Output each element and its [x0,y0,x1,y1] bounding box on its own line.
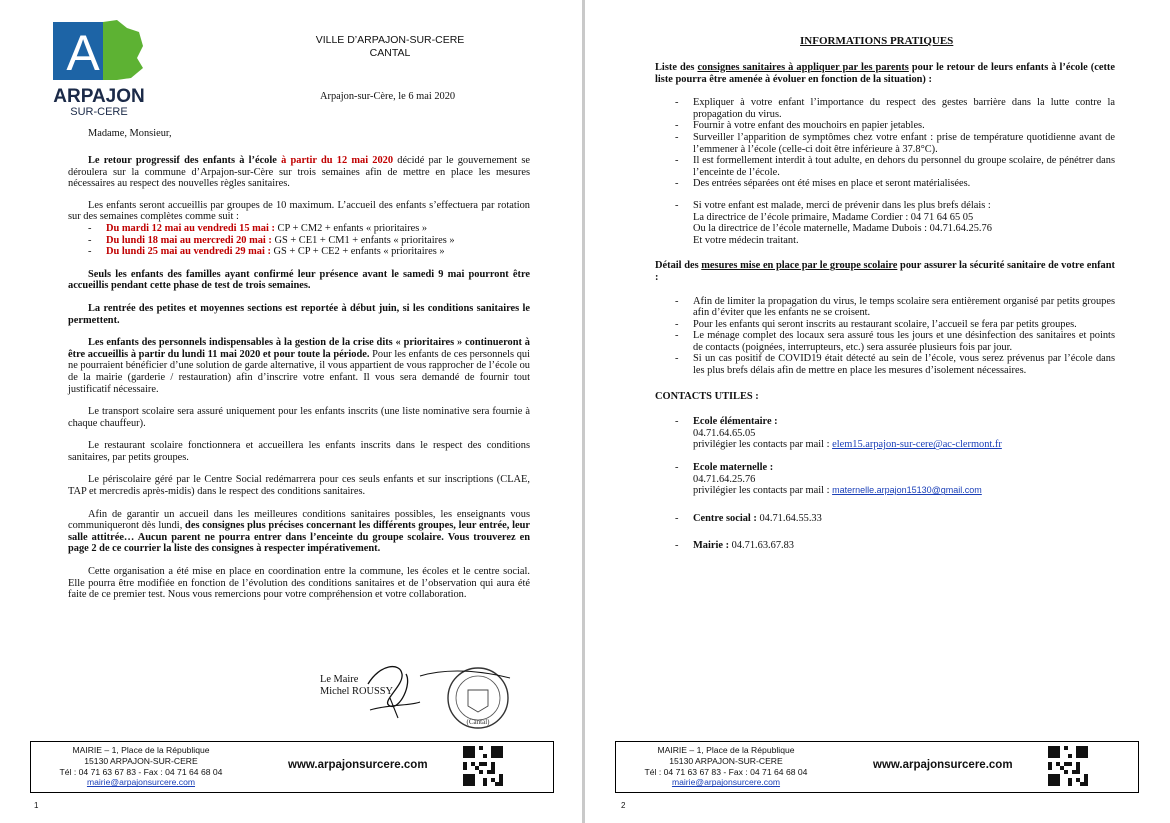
list-item: - Si votre enfant est malade, merci de prévenir dans les plus brefs délais : La directrice de l’école primaire, Madame Cordier : 04 71 64 65 05 Ou la directrice de l’école maternelle, Madame Dubois : 04.71.64.25.76 Et votre médecin traitant. [655,200,1115,246]
salutation: Madame, Monsieur, [88,128,172,139]
page-number: 1 [34,801,39,810]
paragraph-restaurant: Le restaurant scolaire fonctionnera et accueillera les enfants inscrits dans le respect des conditions sanitaires, par petits groupes. [68,440,530,463]
paragraph-sections: La rentrée des petites et moyennes sections est reportée à début juin, si les conditions sanitaires le permettent. [68,302,530,326]
footer-website[interactable]: www.arpajonsurcere.com [873,759,1013,771]
list-item: - Pour les enfants qui seront inscrits au restaurant scolaire, l’accueil se fera par petits groupes. [655,319,1115,331]
list-item: - Fournir à votre enfant des mouchoirs en papier jetables. [655,120,1115,132]
week-item: - Du lundi 18 mai au mercredi 20 mai : GS + CE1 + CM1 + enfants « prioritaires » [68,235,530,247]
list-item: - Afin de limiter la propagation du virus, le temps scolaire sera entièrement organisé par petits groupes afin d’éviter que les enfants ne se croisent. [655,296,1115,319]
town-name: VILLE D’ARPAJON-SUR-CERE [315,34,465,46]
week-item: - Du lundi 25 mai au vendredi 29 mai : GS + CP + CE2 + enfants « prioritaires » [68,246,530,258]
department-name: CANTAL [369,47,411,59]
list-item: - Surveiller l’apparition de symptômes chez votre enfant : prise de température quotidienne avant de l’emmener à l’école (celle-ci doit être inférieure à 37.8°C). [655,132,1115,155]
mayor-name: Michel ROUSSY [320,686,394,697]
footer-box [30,741,554,793]
contact-maternelle: - Ecole maternelle : 04.71.64.25.76 privilégier les contacts par mail : maternelle.arpajon15130@gmail.com [655,462,1115,497]
paragraph-priority: Les enfants des personnels indispensables à la gestion de la crise dits « prioritaires » continueront à être accueillis à partir du lundi 11 mai 2020 et pour toute la période. Pour les enfants de ces personnels qui ne pourraient bénéficier d’une solution de garde alternative, il vous appartient de vous rapprocher de l’école ou de la mairie (garderie / restauration) afin d’inscrire votre enfant. Il vous sera demandé de fournir tout justificatif nécessaire. [68,337,531,395]
week-item: - Du mardi 12 mai au vendredi 15 mai : CP + CM2 + enfants « prioritaires » [68,223,530,235]
paragraph-access: Afin de garantir un accueil dans les meilleures conditions sanitaires possibles, les enseignants vous communiqueront dès lundi, des consignes plus précises concernant les différents groupes, leur entrée, leur salle attitrée… Aucun parent ne pourra entrer dans l’enceinte du groupe scolaire. Vous trouverez en page 2 de ce courrier la liste des consignes à respecter impérativement. [68,508,530,555]
mayor-title: Le Maire [320,674,359,685]
contact-centre-social: - Centre social : 04.71.64.55.33 [655,513,1115,525]
paragraph-closing: Cette organisation a été mise en place en coordination entre la commune, les écoles et le centre social. Elle pourra être modifiée en fonction de l’évolution des conditions sanitaires et de l’observation qui aura été faite de ce premier test. Nous vous remercions pour votre compréhension et votre collaboration. [68,566,530,601]
list-item: - Le ménage complet des locaux sera assuré tous les jours et une désinfection des sanitaires et points de contacts (poignées, interrupteurs, etc.) sera assurée plusieurs fois par jour. [655,330,1115,353]
logo-name: ARPAJON [53,86,145,107]
logo-sub: SUR-CERE [70,106,128,118]
page-number: 2 [621,801,626,810]
sick-child-block [655,200,1115,246]
mesures-list [655,296,1115,377]
letterhead [290,34,490,60]
logo-letter: A [66,25,100,81]
mesures-intro: Détail des mesures mise en place par le groupe scolaire pour assurer la sécurité sanitaire de votre enfant : [655,260,1115,283]
paragraph-periscolaire: Le périscolaire géré par le Centre Social redémarrera pour ces seuls enfants et sur inscriptions (CLAE, TAP et mercredis après-midis) dans le respect des conditions sanitaires. [68,474,530,498]
paragraph-groups: Les enfants seront accueillis par groupes de 10 maximum. L’accueil des enfants s’effectuera par rotation sur des semaines complètes comme suit : [68,199,530,223]
footer-address: MAIRIE – 1, Place de la République 15130 ARPAJON-SUR-CERE Tél : 04 71 63 67 83 - Fax : 04 71 64 68 04 mairie@arpajonsurcere.com [616,745,836,788]
consignes-list [655,97,1115,190]
page-1 [0,0,582,823]
paragraph-return: Le retour progressif des enfants à l’école à partir du 12 mai 2020 décidé par le gouvernement se déroulera sur la commune d’Arpajon-sur-Cère sur trois semaines afin de mettre en place les mesures nécessaires au respect des nouvelles règles sanitaires. [68,155,530,190]
footer-email-link[interactable]: mairie@arpajonsurcere.com [86,777,196,788]
page-2 [585,0,1170,823]
list-item: - Expliquer à votre enfant l’importance du respect des gestes barrière dans la lutte contre la propagation du virus. [655,97,1115,120]
list-item: - Il est formellement interdit à tout adulte, en dehors du personnel du groupe scolaire, de pénétrer dans l’enceinte de l’école. [655,155,1115,178]
qr-code [1048,746,1088,786]
mayor-signature [360,654,520,734]
start-date: à partir du 12 mai 2020 [281,155,394,166]
list-item: - Si un cas positif de COVID19 était détecté au sein de l’école, vous serez prévenus par l’école dans les plus brefs délais afin de mettre en place les mesures d’isolement nécessaires. [655,353,1115,376]
page-title: INFORMATIONS PRATIQUES [800,35,954,47]
arpajon-logo [53,20,145,120]
elementary-email-link[interactable]: elem15.arpajon-sur-cere@ac-clermont.fr [832,439,1002,451]
practical-info [655,62,1115,552]
stamp-text: (Cantal) [466,718,490,726]
contacts-list [655,416,1115,552]
footer-address: MAIRIE – 1, Place de la République 15130 ARPAJON-SUR-CERE Tél : 04 71 63 67 83 - Fax : 04 71 64 68 04 mairie@arpajonsurcere.com [31,745,251,788]
paragraph-transport: Le transport scolaire sera assuré uniquement pour les enfants inscrits (une liste nominative sera fournie à chaque chauffeur). [68,406,530,429]
letter-body [68,155,530,601]
footer-website[interactable]: www.arpajonsurcere.com [288,759,428,771]
qr-code [463,746,503,786]
paragraph-confirmed: Seuls les enfants des familles ayant confirmé leur présence avant le samedi 9 mai pourront être accueillis pendant cette phase de test de trois semaines. [68,268,530,292]
contact-mairie: - Mairie : 04.71.63.67.83 [655,540,1115,552]
weeks-list [68,223,530,258]
list-item: - Des entrées séparées ont été mises en place et seront matérialisées. [655,178,1115,190]
consignes-intro: Liste des consignes sanitaires à appliquer par les parents pour le retour de leurs enfants à l’école (cette liste pourra être amenée à évoluer en fonction de la situation) : [655,62,1116,85]
contact-elementary: - Ecole élémentaire : 04.71.64.65.05 privilégier les contacts par mail : elem15.arpajon-sur-cere@ac-clermont.fr [655,416,1115,451]
letter-date: Arpajon-sur-Cère, le 6 mai 2020 [320,91,456,102]
footer-box [615,741,1139,793]
footer-email-link[interactable]: mairie@arpajonsurcere.com [671,777,781,788]
maternelle-email-link[interactable]: maternelle.arpajon15130@gmail.com [832,485,982,496]
contacts-title: CONTACTS UTILES : [655,390,759,402]
